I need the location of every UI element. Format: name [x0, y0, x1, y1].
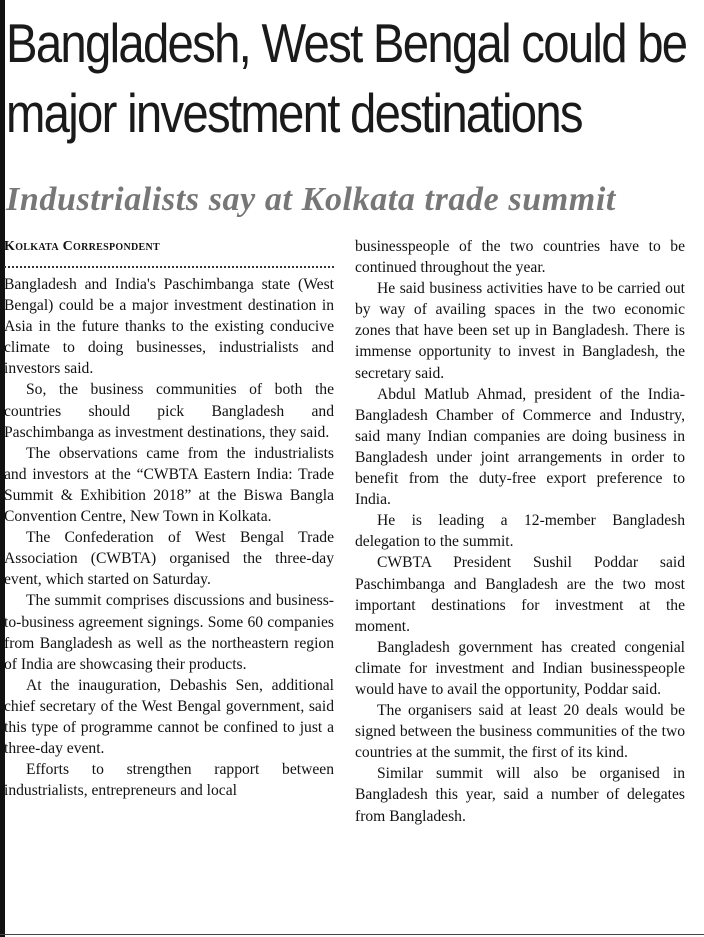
paragraph: CWBTA President Sushil Poddar said Paschimbanga and Bangladesh are the two most important destinations for investment at the moment.	[355, 554, 685, 635]
paragraph: Abdul Matlub Ahmad, president of the India-Bangladesh Chamber of Commerce and Industry, said many Indian companies are doing business in Bangladesh under joint arrangements in order to benefit from the duty-free export preference to India.	[355, 385, 685, 509]
paragraph: The observations came from the industrialists and investors at the “CWBTA Eastern India: Trade Summit & Exhibition 2018” at the Biswa Bangla Convention Centre, New Town in Kolkata.	[4, 444, 334, 526]
paragraph: businesspeople of the two countries have to be continued throughout the year.	[355, 238, 685, 277]
paragraph: Similar summit will also be organised in Bangladesh this year, said a number of delegates from Bangladesh.	[355, 765, 685, 825]
byline: Kolkata Correspondent	[4, 239, 160, 254]
paragraph: The Confederation of West Bengal Trade Association (CWBTA) organised the three-day event, which started on Saturday.	[4, 529, 334, 589]
paragraph: He is leading a 12-member Bangladesh delegation to the summit.	[355, 512, 685, 551]
paragraph: Bangladesh and India's Paschimbanga state (West Bengal) could be a major investment destination in Asia in the future thanks to the existing conducive climate to doing businesses, industrialists and investors said.	[4, 276, 334, 378]
paragraph: Efforts to strengthen rapport between industrialists, entrepreneurs and local	[4, 761, 334, 800]
article-column-right	[355, 236, 685, 827]
headline: Bangladesh, West Bengal could be major investment destinations	[6, 12, 687, 144]
paragraph: The summit comprises discussions and business-to-business agreement signings. Some 60 companies from Bangladesh as well as the northeastern region of India are showcasing their products.	[4, 592, 334, 673]
dotted-divider	[4, 260, 334, 268]
article-column-left	[4, 236, 334, 801]
bottom-border-rule	[0, 934, 704, 935]
paragraph: Bangladesh government has created congenial climate for investment and Indian businesspeople would have to avail the opportunity, Poddar said.	[355, 638, 685, 698]
paragraph: The organisers said at least 20 deals would be signed between the business communities of the two countries at the summit, the first of its kind.	[355, 702, 685, 762]
paragraph: He said business activities have to be carried out by way of availing spaces in the two economic zones that have been set up in Bangladesh. There is immense opportunity to invest in Bangladesh, the secretary said.	[355, 280, 685, 382]
paragraph: So, the business communities of both the countries should pick Bangladesh and Paschimbanga as investment destinations, they said.	[4, 381, 334, 441]
subheadline: Industrialists say at Kolkata trade summit	[6, 181, 616, 218]
paragraph: At the inauguration, Debashis Sen, additional chief secretary of the West Bengal government, said this type of programme cannot be confined to just a three-day event.	[4, 676, 334, 758]
